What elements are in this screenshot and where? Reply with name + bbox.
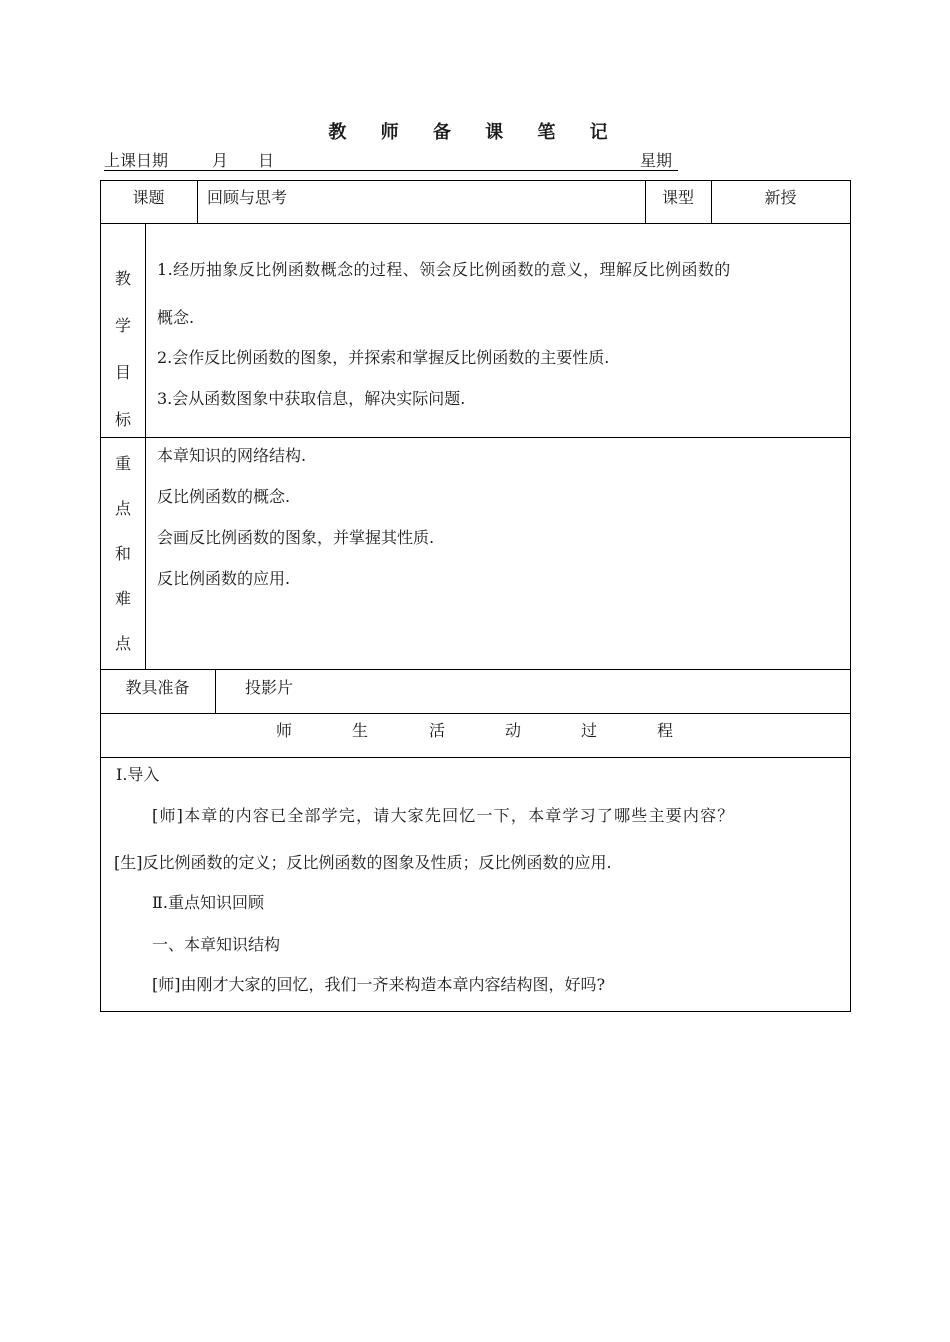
- week-label: 星期: [640, 151, 673, 170]
- process-header-char: 程: [657, 721, 674, 740]
- process-header: [0, 718, 950, 740]
- process-header-char: 师: [276, 721, 293, 740]
- table-border-bottom: [100, 1011, 851, 1012]
- col-divider: [145, 223, 146, 670]
- date-label: 上课日期: [104, 151, 169, 170]
- subject-value: 回顾与思考: [207, 188, 288, 207]
- key-point-item: 反比例函数的应用.: [157, 569, 291, 588]
- process-header-char: 动: [505, 721, 522, 740]
- key-point-item: 本章知识的网络结构.: [157, 446, 307, 465]
- key-points-label-char: 难: [114, 589, 131, 608]
- teacher-prompt: [师]由刚才大家的回忆，我们一齐来构造本章内容结构图，好吗?: [152, 975, 606, 994]
- objectives-label-char: 教: [114, 269, 131, 288]
- objectives-label-char: 学: [114, 316, 131, 335]
- day-label: 日: [258, 151, 275, 170]
- type-value: 新授: [764, 188, 797, 207]
- type-label: 课型: [661, 188, 694, 207]
- row-divider: [100, 713, 851, 714]
- subject-label: 课题: [132, 188, 165, 207]
- key-point-item: 反比例函数的概念.: [157, 487, 291, 506]
- col-divider: [215, 669, 216, 714]
- objectives-label-char: 标: [114, 410, 131, 429]
- teacher-prompt: [师]本章的内容已全部学完，请大家先回忆一下，本章学习了哪些主要内容？: [152, 806, 735, 825]
- key-points-label: [101, 441, 145, 666]
- objectives-label-char: 目: [114, 363, 131, 382]
- col-divider: [197, 180, 198, 224]
- objective-2: 2.会作反比例函数的图象，并探索和掌握反比例函数的主要性质.: [157, 348, 610, 367]
- objective-1: 1.经历抽象反比例函数概念的过程、领会反比例函数的意义，理解反比例函数的: [157, 260, 731, 279]
- objective-3: 3.会从函数图象中获取信息，解决实际问题.: [157, 389, 466, 408]
- key-point-item: 会画反比例函数的图象，并掌握其性质.: [157, 528, 435, 547]
- process-header-char: 过: [581, 721, 598, 740]
- student-answer: [生]反比例函数的定义；反比例函数的图象及性质；反比例函数的应用.: [114, 853, 612, 872]
- objectives-label: [101, 255, 145, 443]
- process-header-char: 活: [429, 721, 446, 740]
- materials-label: 教具准备: [125, 678, 190, 697]
- table-border-top: [100, 180, 851, 181]
- section-intro-heading: Ⅰ.导入: [116, 765, 160, 784]
- key-points-label-char: 和: [114, 544, 131, 563]
- key-points-label-char: 点: [114, 499, 131, 518]
- section-review-heading: Ⅱ.重点知识回顾: [152, 893, 264, 912]
- materials-value: 投影片: [245, 678, 294, 697]
- objective-1-continued: 概念.: [157, 308, 195, 327]
- key-points-label-char: 重: [114, 454, 131, 473]
- date-line: [104, 148, 678, 171]
- row-divider: [100, 223, 851, 224]
- row-divider: [100, 757, 851, 758]
- table-border-right: [850, 180, 851, 1012]
- key-points-label-char: 点: [114, 634, 131, 653]
- page-title: 教 师 备 课 笔 记: [328, 122, 622, 143]
- process-header-char: 生: [352, 721, 369, 740]
- row-divider: [100, 669, 851, 670]
- subsection-heading: 一、本章知识结构: [152, 935, 281, 954]
- row-divider: [100, 437, 851, 438]
- month-label: 月: [212, 151, 229, 170]
